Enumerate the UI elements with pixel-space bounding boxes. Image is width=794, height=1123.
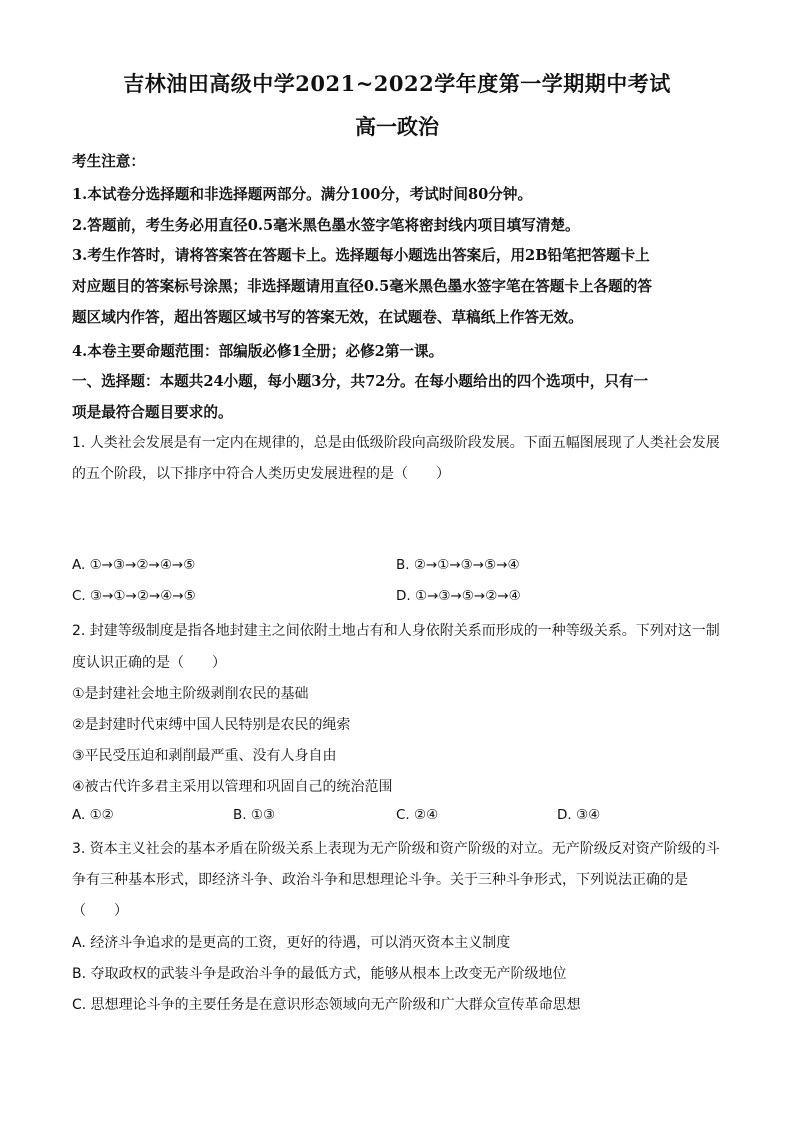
question-2-option-c: C. ②④ (396, 807, 439, 823)
question-3-stem-blank: （ ） (72, 903, 128, 919)
question-3-option-a: A. 经济斗争追求的是更高的工资，更好的待遇，可以消灭资本主义制度 (72, 935, 511, 951)
question-2-stem: 2. 封建等级制度是指各地封建主之间依附土地占有和人身依附关系而形成的一种等级关系。下列对这一制 (72, 623, 720, 639)
notice-heading: 考生注意： (72, 153, 145, 170)
question-2-statement: ①是封建社会地主阶级剥削农民的基础 (72, 686, 309, 702)
notice-item: 2.答题前，考生务必用直径0.5毫米黑色墨水签字笔将密封线内项目填写清楚。 (72, 217, 580, 234)
question-2-stem-cont: 度认识正确的是（ ） (72, 655, 226, 671)
question-3-option-b: B. 夺取政权的武装斗争是政治斗争的最低方式，能够从根本上改变无产阶级地位 (72, 966, 567, 982)
question-1-stem-cont: 的五个阶段，以下排序中符合人类历史发展进程的是（ ） (72, 466, 450, 482)
question-3-option-c: C. 思想理论斗争的主要任务是在意识形态领域向无产阶级和广大群众宣传革命思想 (72, 997, 581, 1013)
notice-item: 3.考生作答时，请将答案答在答题卡上。选择题每小题选出答案后，用2B铅笔把答题卡上 (72, 247, 650, 264)
notice-item: 1.本试卷分选择题和非选择题两部分。满分100分，考试时间80分钟。 (72, 186, 533, 203)
question-1-option-b: B. ②→①→③→⑤→④ (396, 557, 520, 573)
question-2-option-a: A. ①② (72, 807, 114, 823)
question-1-option-c: C. ③→①→②→④→⑤ (72, 588, 196, 604)
question-3-stem: 3. 资本主义社会的基本矛盾在阶级关系上表现为无产阶级和资产阶级的对立。无产阶级反对资产阶级的斗 (72, 841, 720, 857)
question-2-option-d: D. ③④ (557, 807, 601, 823)
exam-title: 吉林油田高级中学2021~2022学年度第一学期期中考试 (123, 71, 671, 96)
question-2-option-b: B. ①③ (233, 807, 276, 823)
question-2-statement: ④被古代许多君主采用以管理和巩固自己的统治范围 (72, 779, 393, 795)
notice-item: 题区域内作答，超出答题区域书写的答案无效，在试题卷、草稿纸上作答无效。 (72, 309, 583, 326)
question-3-stem-cont: 争有三种基本形式，即经济斗争、政治斗争和思想理论斗争。关于三种斗争形式，下列说法正确的是 (72, 872, 688, 888)
question-2-statement: ③平民受压迫和剥削最严重、没有人身自由 (72, 748, 337, 764)
notice-item: 对应题目的答案标号涂黑；非选择题请用直径0.5毫米黑色墨水签字笔在答题卡上各题的答 (72, 278, 652, 295)
question-2-statement: ②是封建时代束缚中国人民特别是农民的绳索 (72, 717, 351, 733)
question-1-stem: 1. 人类社会发展是有一定内在规律的，总是由低级阶段向高级阶段发展。下面五幅图展现了人类社会发展 (72, 435, 720, 451)
section-heading-cont: 项是最符合题目要求的。 (72, 404, 233, 421)
question-1-option-a: A. ①→③→②→④→⑤ (72, 557, 196, 573)
exam-subject: 高一政治 (355, 114, 439, 139)
section-heading: 一、选择题：本题共24小题，每小题3分，共72分。在每小题给出的四个选项中，只有一 (72, 373, 649, 390)
question-1-option-d: D. ①→③→⑤→②→④ (396, 588, 521, 604)
notice-item: 4.本卷主要命题范围：部编版必修1全册；必修2第一课。 (72, 343, 444, 360)
